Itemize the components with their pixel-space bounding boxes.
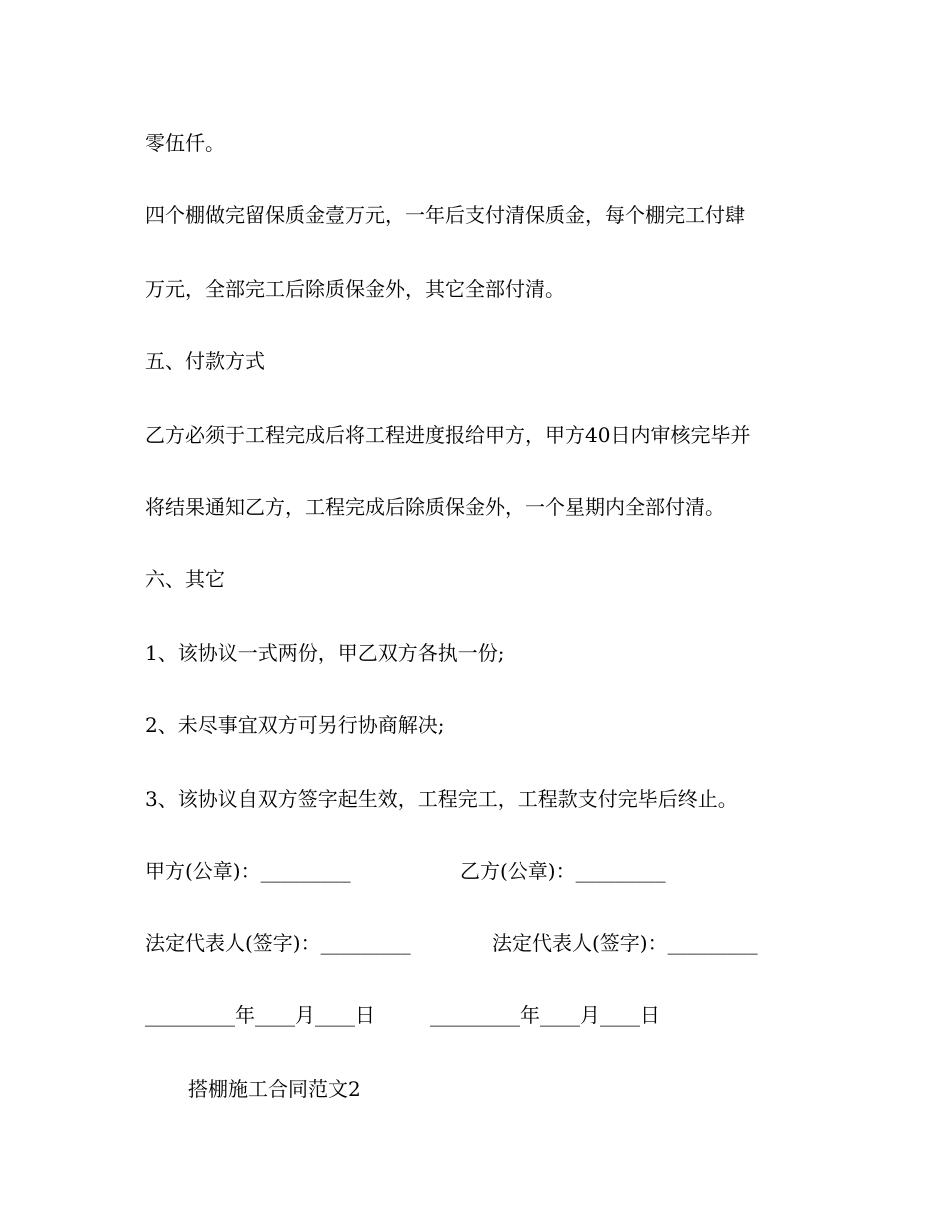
paragraph-payment-2: 将结果通知乙方，工程完成后除质保金外，一个星期内全部付清。 (145, 495, 725, 519)
clause-2: 2、未尽事宜双方可另行协商解决; (145, 713, 445, 737)
section-heading-payment: 五、付款方式 (145, 349, 265, 373)
party-b-date-line: _________年____月____日 (430, 1003, 660, 1027)
paragraph-payment-1: 乙方必须于工程完成后将工程进度报给甲方，甲方40日内审核完毕并 (145, 423, 751, 447)
party-b-representative-line: 法定代表人(签字)：_________ (492, 931, 758, 955)
party-a-date-line: _________年____月____日 (145, 1003, 375, 1027)
section-heading-other: 六、其它 (145, 567, 225, 591)
clause-1: 1、该协议一式两份，甲乙双方各执一份; (145, 641, 505, 665)
clause-3: 3、该协议自双方签字起生效，工程完工，工程款支付完毕后终止。 (145, 787, 738, 811)
paragraph-amount-end: 零伍仟。 (145, 131, 225, 155)
next-document-title: 搭棚施工合同范文2 (188, 1077, 361, 1101)
party-a-representative-line: 法定代表人(签字)：_________ (145, 931, 411, 955)
paragraph-retention-1: 四个棚做完留保质金壹万元，一年后支付清保质金，每个棚完工付肆 (145, 203, 745, 227)
paragraph-retention-2: 万元，全部完工后除质保金外，其它全部付清。 (145, 277, 565, 301)
party-a-seal-line: 甲方(公章)：_________ (145, 859, 351, 883)
party-b-seal-line: 乙方(公章)：_________ (460, 859, 666, 883)
